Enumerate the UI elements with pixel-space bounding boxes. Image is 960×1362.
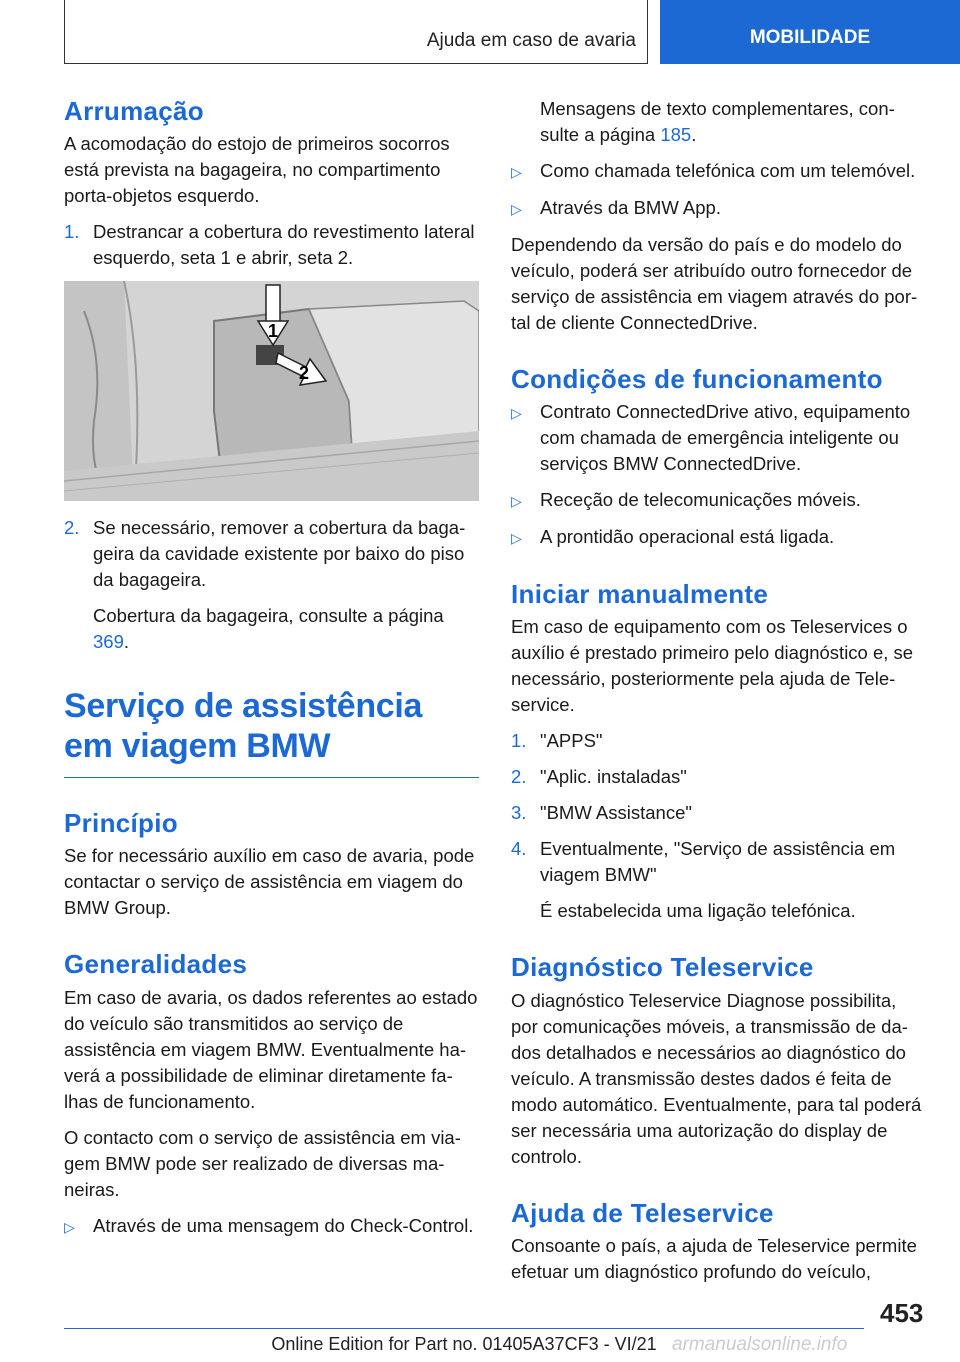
diagnostico-heading: Diagnóstico Teleservice [511, 952, 814, 983]
bullet-1-continuation [511, 96, 926, 148]
triangle-bullet-icon: ▷ [511, 493, 522, 510]
principio-heading: Princípio [64, 808, 178, 839]
page-header [64, 0, 960, 66]
triangle-bullet-icon: ▷ [511, 201, 522, 217]
triangle-bullet-icon: ▷ [511, 530, 522, 547]
diagnostico-paragraph: O diagnóstico Teleservice Diagnose possibilita, por comunicações móveis, a transmissão de dados detalhados e necessários ao diagnóstico do veículo. A transmissão destes dados é feita de modo automático. Eventualmente, para tal poderá ser necessária uma autorização do display de controlo. [511, 989, 922, 1167]
bullet-1-cont-text: Mensagens de texto complementares, consulte a página [540, 98, 895, 145]
condition-3 [511, 524, 926, 551]
menu-step-2 [511, 764, 926, 790]
footer-edition: Online Edition for Part no. 01405A37CF3 - VI/21 [271, 1334, 657, 1354]
bullet-phone-call [511, 158, 926, 185]
footer-watermark: armanualsonline.info [672, 1334, 848, 1355]
ajuda-teleservice-heading: Ajuda de Teleservice [511, 1197, 774, 1228]
bullet-text: Receção de telecomunicações móveis. [540, 489, 861, 511]
iniciar-heading: Iniciar manualmente [511, 579, 769, 610]
step-text: "BMW Assistance" [540, 802, 692, 824]
step-text: "Aplic. instaladas" [540, 766, 687, 788]
condition-2 [511, 487, 926, 514]
header-section-title: Ajuda em caso de avaria [426, 30, 636, 51]
step-1 [64, 219, 479, 271]
left-column [64, 96, 479, 1250]
step-text: "APPS" [540, 730, 603, 752]
condicoes-heading: Condições de funcionamento [511, 364, 883, 394]
step-number: 2. [511, 766, 527, 788]
step-number: 4. [511, 838, 527, 860]
step-number: 2. [64, 517, 80, 539]
condition-1 [511, 399, 926, 477]
header-chapter-tab: MOBILIDADE [660, 0, 960, 64]
principio-paragraph: Se for necessário auxílio em caso de avaria, pode contactar o serviço de assistência em viagem do BMW Group. [64, 845, 475, 919]
right-column [511, 96, 926, 1295]
page-link-369[interactable]: 369 [93, 631, 124, 653]
step-number: 1. [511, 730, 527, 752]
menu-step-4 [511, 836, 926, 888]
step-4-note: É estabelecida uma ligação telefónica. [540, 900, 856, 922]
ajuda-teleservice-paragraph: Consoante o país, a ajuda de Teleservice permite efetuar um diagnóstico profundo do veículo, [511, 1234, 917, 1282]
arrow-2-label: 2 [298, 363, 310, 384]
page-number: 453 [880, 1298, 924, 1328]
step-text: Eventualmente, "Serviço de assistência em viagem BMW" [540, 838, 896, 886]
generalidades-paragraph-1: Em caso de avaria, os dados referentes ao estado do veículo são transmitidos ao serviço de assistência em viagem BMW. Eventualmente haverá a possibilidade de eliminar diretamente falhas de funcionamento. [64, 986, 478, 1112]
step-2-note [64, 603, 479, 655]
step-number: 1. [64, 221, 80, 243]
triangle-bullet-icon: ▷ [511, 405, 522, 422]
section-divider [64, 777, 479, 779]
bullet-text: Contrato ConnectedDrive ativo, equipamento com chamada de emergência inteligente ou serviços BMW ConnectedDrive. [540, 401, 911, 475]
arrow-1-label: 1 [267, 321, 279, 342]
iniciar-paragraph: Em caso de equipamento com os Teleservices o auxílio é prestado primeiro pelo diagnóstico e, se necessário, posteriormente pela ajuda de Teleservice. [511, 616, 914, 716]
bullet-text: Através da BMW App. [540, 197, 721, 218]
triangle-bullet-icon: ▷ [511, 164, 522, 180]
step-2-note-end: . [123, 631, 130, 653]
arrumacao-paragraph: A acomodação do estojo de primeiros socorros está prevista na bagageira, no compartimento porta-objetos esquerdo. [64, 133, 450, 207]
step-2 [64, 515, 479, 593]
footer-divider [64, 1328, 864, 1329]
step-text: Destrancar a cobertura do revestimento lateral esquerdo, seta 1 e abrir, seta 2. [93, 221, 475, 269]
step-number: 3. [511, 802, 527, 824]
menu-step-3 [511, 800, 926, 826]
main-section-title: Serviço de assistência em viagem BMW [64, 687, 423, 765]
generalidades-paragraph-2: O contacto com o serviço de assistência em viagem BMW pode ser realizado de diversas maneiras. [64, 1126, 461, 1200]
step-text: Se necessário, remover a cobertura da bagageira da cavidade existente por baixo do piso da bagageira. [93, 517, 466, 591]
bullet-bmw-app [511, 195, 926, 222]
bullet-text: A prontidão operacional está ligada. [540, 526, 835, 548]
page-link-185[interactable]: 185 [660, 124, 692, 145]
menu-step-1 [511, 728, 926, 754]
step-2-note-text: Cobertura da bagageira, consulte a página [93, 605, 444, 627]
trunk-compartment-illustration [64, 281, 479, 501]
arrumacao-heading: Arrumação [64, 96, 204, 126]
triangle-bullet-icon: ▷ [64, 1218, 75, 1235]
generalidades-heading: Generalidades [64, 949, 248, 980]
bullet-text: Como chamada telefónica com um telemóvel. [540, 160, 916, 181]
bullet-1-cont-end: . [691, 124, 697, 145]
bullet-text: Através de uma mensagem do Check-Control. [93, 1214, 474, 1236]
provider-paragraph: Dependendo da versão do país e do modelo do veículo, poderá ser atribuído outro fornecedor de serviço de assistência em viagem através do portal de cliente ConnectedDrive. [511, 234, 918, 333]
bullet-check-control [64, 1213, 479, 1240]
